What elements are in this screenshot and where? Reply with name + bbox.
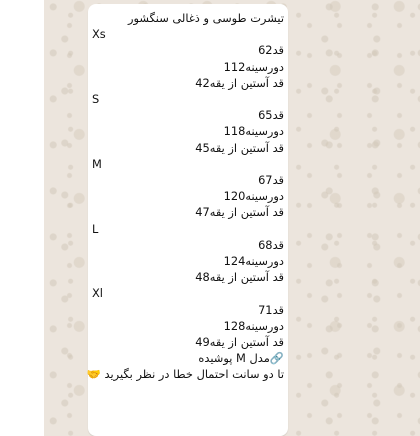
length-xs: قد62 xyxy=(258,43,284,58)
length-l: قد68 xyxy=(258,237,284,252)
message-bubble[interactable] xyxy=(88,4,288,436)
size-label-xl: Xl xyxy=(92,286,103,301)
sleeve-xl: قد آستین از یقه49 xyxy=(195,335,284,350)
size-label-l: L xyxy=(92,221,99,236)
sleeve-s: قد آستین از یقه45 xyxy=(195,140,284,155)
length-m: قد67 xyxy=(258,173,284,188)
message-text xyxy=(86,10,284,383)
chest-xs: دورسینه112 xyxy=(223,59,284,74)
length-xl: قد71 xyxy=(258,302,284,317)
tolerance-note: تا دو سانت احتمال خطا در نظر بگیرید 🤝 xyxy=(86,367,284,382)
length-s: قد65 xyxy=(258,108,284,123)
chest-xl: دورسینه128 xyxy=(223,318,284,333)
sleeve-m: قد آستین از یقه47 xyxy=(195,205,284,220)
message-title: تیشرت طوسی و ذغالی سنگشور xyxy=(127,11,284,25)
size-label-m: M xyxy=(92,156,102,171)
size-label-s: S xyxy=(92,92,100,107)
sleeve-xs: قد آستین از یقه42 xyxy=(195,75,284,90)
model-size-note: 🔗مدل M پوشیده xyxy=(198,351,284,366)
chest-s: دورسینه118 xyxy=(223,124,284,139)
chest-m: دورسینه120 xyxy=(223,189,284,204)
sleeve-l: قد آستین از یقه48 xyxy=(195,270,284,285)
chest-l: دورسینه124 xyxy=(223,254,284,269)
size-label-xs: Xs xyxy=(92,27,106,42)
